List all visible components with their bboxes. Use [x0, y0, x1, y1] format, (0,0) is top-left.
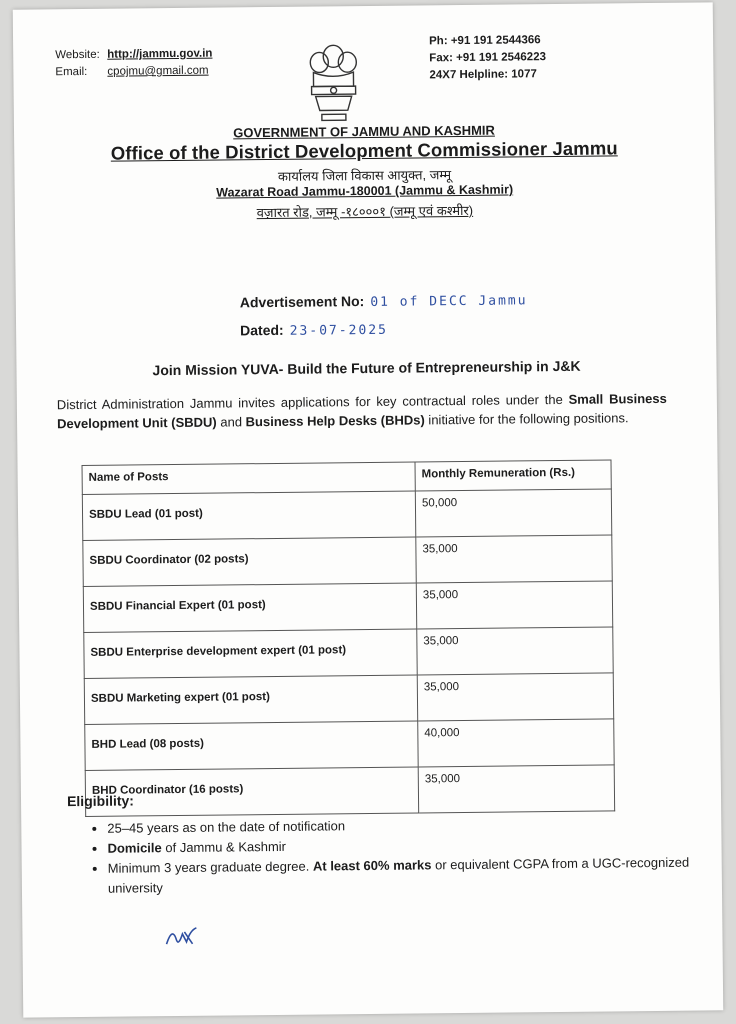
table-row — [83, 535, 612, 587]
intro-text-1: District Administration Jammu invites applications for key contractual roles under the — [56, 391, 569, 413]
eligibility-title: Eligibility: — [66, 792, 135, 810]
signature-icon — [162, 920, 202, 950]
email-value: cpojmu@gmail.com — [107, 64, 209, 78]
contact-left — [55, 46, 213, 82]
table-row — [84, 673, 613, 725]
post-remuneration: 35,000 — [417, 673, 613, 721]
post-name: BHD Coordinator (16 posts) — [85, 767, 418, 816]
table-row — [82, 489, 611, 541]
post-remuneration: 35,000 — [416, 535, 612, 583]
advertisement-number-label: Advertisement No: — [239, 293, 365, 311]
eligibility-age: 25–45 years as on the date of notification — [107, 818, 346, 836]
state-emblem-icon — [303, 40, 364, 127]
advertisement-block — [240, 286, 528, 345]
post-remuneration: 35,000 — [416, 581, 612, 629]
government-title: GOVERNMENT OF JAMMU AND KASHMIR — [233, 122, 495, 141]
table-row — [85, 765, 614, 817]
post-remuneration: 50,000 — [415, 489, 611, 537]
advertisement-date-value: 23-07-2025 — [289, 322, 389, 339]
website-link[interactable]: http://jammu.gov.in — [107, 47, 213, 61]
post-name: SBDU Marketing expert (01 post) — [84, 675, 417, 724]
office-address-hindi: वज़ारत रोड, जम्मू -१८०००१ (जम्मू एवं कश्मीर) — [256, 202, 474, 221]
advertisement-number-value: 01 of DECC Jammu — [370, 293, 528, 310]
eligibility-degree-2: or equivalent CGPA from a UGC-recognized university — [107, 854, 690, 896]
intro-text-2: and — [216, 414, 246, 430]
header-remuneration: Monthly Remuneration (Rs.) — [415, 460, 611, 491]
eligibility-domicile-bold: Domicile — [107, 840, 162, 856]
post-name: SBDU Coordinator (02 posts) — [83, 537, 416, 586]
office-title: Office of the District Development Commissioner Jammu — [110, 137, 618, 164]
posts-table — [82, 459, 616, 817]
table-row — [85, 719, 614, 771]
intro-paragraph — [57, 389, 667, 433]
intro-text-3: initiative for the following positions. — [424, 410, 629, 428]
headline: Join Mission YUVA- Build the Future of Entrepreneurship in J&K — [152, 357, 581, 379]
intro-bhd: Business Help Desks (BHDs) — [245, 412, 425, 430]
post-name: BHD Lead (08 posts) — [85, 721, 418, 770]
office-address: Wazarat Road Jammu-180001 (Jammu & Kashmir) — [216, 182, 514, 200]
contact-right — [429, 32, 546, 84]
list-item — [108, 852, 708, 898]
post-remuneration: 40,000 — [418, 719, 614, 767]
post-name: SBDU Lead (01 post) — [82, 491, 415, 540]
phone-number: Ph: +91 191 2544366 — [429, 34, 541, 48]
post-remuneration: 35,000 — [417, 627, 613, 675]
header-post-name: Name of Posts — [82, 462, 415, 494]
eligibility-domicile-rest: of Jammu & Kashmir — [161, 838, 287, 856]
intro-sbdu: Small Business Development Unit (SBDU) — [57, 390, 667, 432]
website-label: Website: — [55, 48, 100, 62]
fax-number: Fax: +91 191 2546223 — [429, 51, 547, 65]
helpline-number: 24X7 Helpline: 1077 — [429, 68, 537, 82]
post-remuneration: 35,000 — [418, 765, 614, 813]
document-page — [13, 2, 724, 1017]
post-name: SBDU Financial Expert (01 post) — [83, 583, 416, 632]
eligibility-degree-1: Minimum 3 years graduate degree. — [107, 858, 314, 876]
table-row — [83, 581, 612, 633]
post-name: SBDU Enterprise development expert (01 post) — [84, 629, 417, 678]
advertisement-date-label: Dated: — [240, 321, 284, 339]
email-label: Email: — [55, 65, 88, 79]
eligibility-list — [71, 812, 708, 899]
table-row — [84, 627, 613, 679]
eligibility-marks-bold: At least 60% marks — [312, 857, 432, 874]
office-title-hindi: कार्यालय जिला विकास आयुक्त, जम्मू — [277, 167, 452, 184]
